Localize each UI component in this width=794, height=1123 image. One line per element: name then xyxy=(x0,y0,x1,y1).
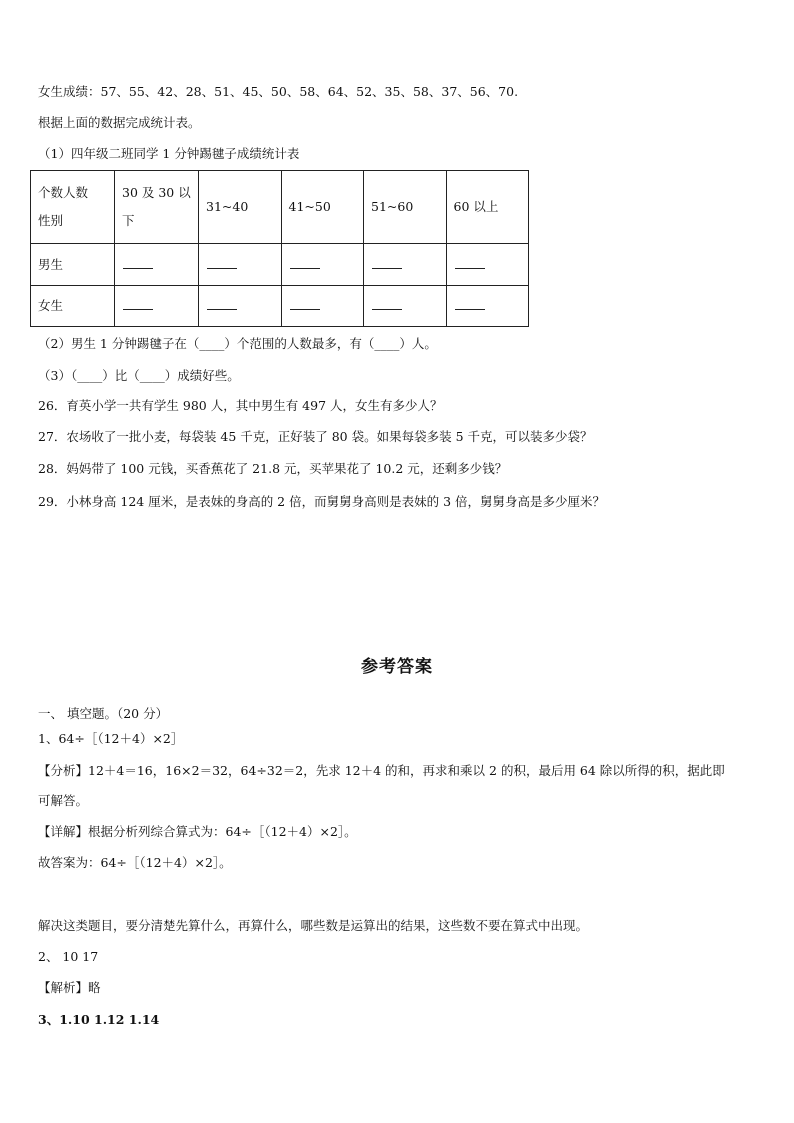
blank-line xyxy=(207,256,237,269)
blank-line xyxy=(290,297,320,310)
header-col4: 51~60 xyxy=(364,171,447,244)
blank-cell xyxy=(364,286,447,327)
question-2: （2）男生 1 分钟踢毽子在（____）个范围的人数最多，有（____）人。 xyxy=(38,336,437,351)
blank-line xyxy=(455,297,485,310)
header-col1-line1: 30 及 30 以 xyxy=(122,185,191,200)
blank-cell xyxy=(199,244,282,286)
answer-2: 2、 10 17 xyxy=(38,949,99,964)
answer-1-note: 解决这类题目，要分清楚先算什么，再算什么，哪些数是运算出的结果，这些数不要在算式中出现。 xyxy=(38,918,589,933)
question-3: （3）（____）比（____）成绩好些。 xyxy=(38,368,240,383)
blank-line xyxy=(207,297,237,310)
row-label-boys: 男生 xyxy=(31,244,115,286)
blank-cell xyxy=(364,244,447,286)
blank-line xyxy=(372,256,402,269)
answer-1: 1、64÷［（12＋4）×2］ xyxy=(38,731,184,746)
table-row-girls xyxy=(31,286,529,327)
blank-cell xyxy=(446,244,529,286)
girls-scores: 女生成绩：57、55、42、28、51、45、50、58、64、52、35、58、37、56、70. xyxy=(38,84,519,99)
blank-cell xyxy=(281,286,364,327)
header-col1 xyxy=(115,171,199,244)
instruction: 根据上面的数据完成统计表。 xyxy=(38,115,201,130)
answer-2-analysis: 【解析】略 xyxy=(38,980,101,995)
row-label-girls: 女生 xyxy=(31,286,115,327)
table-caption: （1）四年级二班同学 1 分钟踢毽子成绩统计表 xyxy=(38,146,300,161)
table-header-row xyxy=(31,171,529,244)
table-row-boys xyxy=(31,244,529,286)
blank-cell xyxy=(115,244,199,286)
answer-3: 3、1.10 1.12 1.14 xyxy=(38,1012,160,1027)
question-29: 29．小林身高 124 厘米，是表妹的身高的 2 倍，而舅舅身高则是表妹的 3 倍，舅舅身高是多少厘米？ xyxy=(38,494,606,509)
question-26: 26．育英小学一共有学生 980 人，其中男生有 497 人，女生有多少人？ xyxy=(38,398,443,413)
corner-cell xyxy=(31,171,115,244)
question-28: 28．妈妈带了 100 元钱，买香蕉花了 21.8 元，买苹果花了 10.2 元，还剩多少钱？ xyxy=(38,461,508,476)
blank-line xyxy=(372,297,402,310)
blank-line xyxy=(123,256,153,269)
header-col1-line2: 下 xyxy=(122,213,135,228)
answer-1-final: 故答案为：64÷［（12＋4）×2］。 xyxy=(38,855,232,870)
statistics-table xyxy=(30,170,529,327)
header-col2: 31~40 xyxy=(199,171,282,244)
blank-line xyxy=(123,297,153,310)
blank-line xyxy=(290,256,320,269)
blank-cell xyxy=(281,244,364,286)
corner-bottom-label: 性别 xyxy=(38,213,64,228)
section-1-heading: 一、 填空题。（20 分） xyxy=(38,706,169,721)
blank-cell xyxy=(446,286,529,327)
answer-1-analysis-line2: 可解答。 xyxy=(38,793,89,808)
question-27: 27．农场收了一批小麦，每袋装 45 千克，正好装了 80 袋。如果每袋多装 5 千克，可以装多少袋？ xyxy=(38,429,593,444)
answer-1-detail: 【详解】根据分析列综合算式为：64÷［（12＋4）×2］。 xyxy=(38,824,357,839)
header-col5: 60 以上 xyxy=(446,171,529,244)
blank-cell xyxy=(115,286,199,327)
answer-title: 参考答案 xyxy=(361,657,433,677)
blank-line xyxy=(455,256,485,269)
answer-1-analysis-line1: 【分析】12＋4＝16，16×2＝32，64÷32＝2，先求 12＋4 的和，再求和乘以 2 的积，最后用 64 除以所得的积，据此即 xyxy=(38,763,725,778)
header-col3: 41~50 xyxy=(281,171,364,244)
corner-top-label: 个数人数 xyxy=(38,185,89,200)
blank-cell xyxy=(199,286,282,327)
